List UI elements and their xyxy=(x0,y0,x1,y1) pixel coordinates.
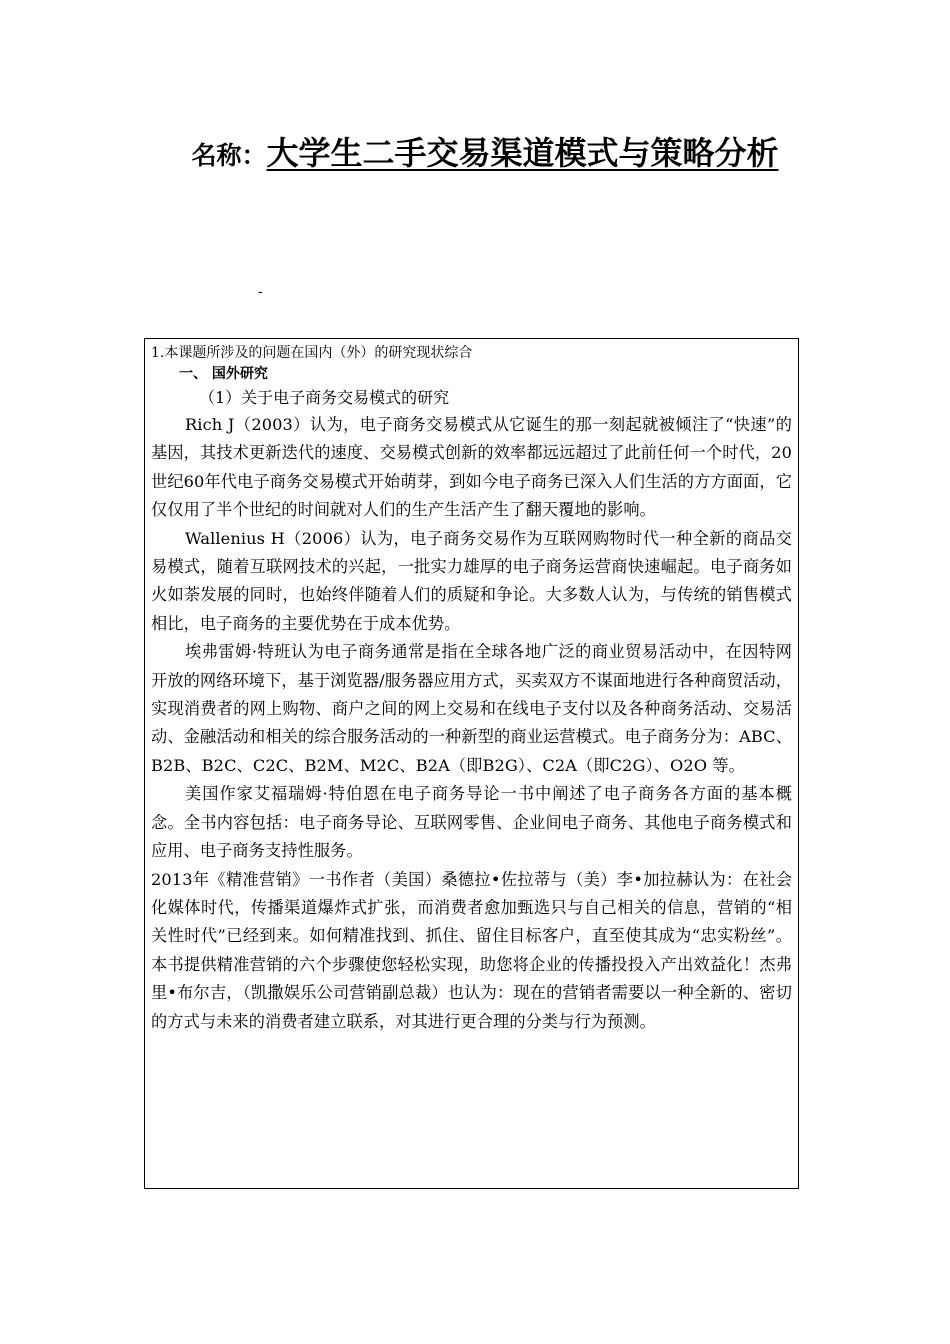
dash-mark: - xyxy=(258,284,263,300)
paragraph-rich: Rich J（2003）认为，电子商务交易模式从它诞生的那一刻起就被倾注了“快速”的基因，其技术更新迭代的速度、交易模式创新的效率都远远超过了此前任何一个时代，20世纪60年代电子商务交易模式开始萌芽，到如今电子商务已深入人们生活的方方面面，它仅仅用了半个世纪的时间就对人们的生产生活产生了翻天覆地的影响。 xyxy=(151,415,792,520)
document-title xyxy=(0,128,950,174)
paragraph-wallenius: Wallenius H（2006）认为，电子商务交易作为互联网购物时代一种全新的商品交易模式，随着互联网技术的兴起，一批实力雄厚的电子商务运营商快速崛起。电子商务如火如荼发展的同时，也始终伴随着人们的质疑和争论。大多数人认为，与传统的销售模式相比，电子商务的主要优势在于成本优势。 xyxy=(151,528,792,633)
title-text: 大学生二手交易渠道模式与策略分析 xyxy=(266,134,779,172)
section-heading: 1.本课题所涉及的问题在国内（外）的研究现状综合 xyxy=(151,345,473,361)
paragraph-turban: 埃弗雷姆·特班认为电子商务通常是指在全球各地广泛的商业贸易活动中，在因特网开放的网络环境下，基于浏览器/服务器应用方式，买卖双方不谋面地进行各种商贸活动，实现消费者的网上购物、商户之间的网上交易和在线电子支付以及各种商务活动、交易活动、金融活动和相关的综合服务活动的一种新型的商业运营模式。电子商务分为：ABC、B2B、B2C、C2C、B2M、M2C、B2A（即B2G）、C2A（即C2G）、O2O 等。 xyxy=(151,642,792,775)
topic-heading: （1）关于电子商务交易模式的研究 xyxy=(199,388,450,407)
title-label: 名称： xyxy=(191,141,267,170)
subsection-heading: 一、 国外研究 xyxy=(179,366,268,382)
paragraph-turban-book: 美国作家艾福瑞姆·特伯恩在电子商务导论一书中阐述了电子商务各方面的基本概念。全书内容包括：电子商务导论、互联网零售、企业间电子商务、其他电子商务模式和应用、电子商务支持性服务。 xyxy=(151,784,792,861)
research-status-box xyxy=(144,338,799,1189)
paragraph-precision-marketing: 2013年《精准营销》一书作者（美国）桑德拉•佐拉蒂与（美）李•加拉赫认为：在社会化媒体时代，传播渠道爆炸式扩张，而消费者愈加甄选只与自己相关的信息，营销的“相关性时代”已经到来。如何精准找到、抓住、留住目标客户，直至使其成为“忠实粉丝”。本书提供精准营销的六个步骤使您轻松实现，助您将企业的传播投投入产出效益化！杰弗里•布尔吉，（凯撒娱乐公司营销副总裁）也认为：现在的营销者需要以一种全新的、密切的方式与未来的消费者建立联系，对其进行更合理的分类与行为预测。 xyxy=(151,869,792,1031)
